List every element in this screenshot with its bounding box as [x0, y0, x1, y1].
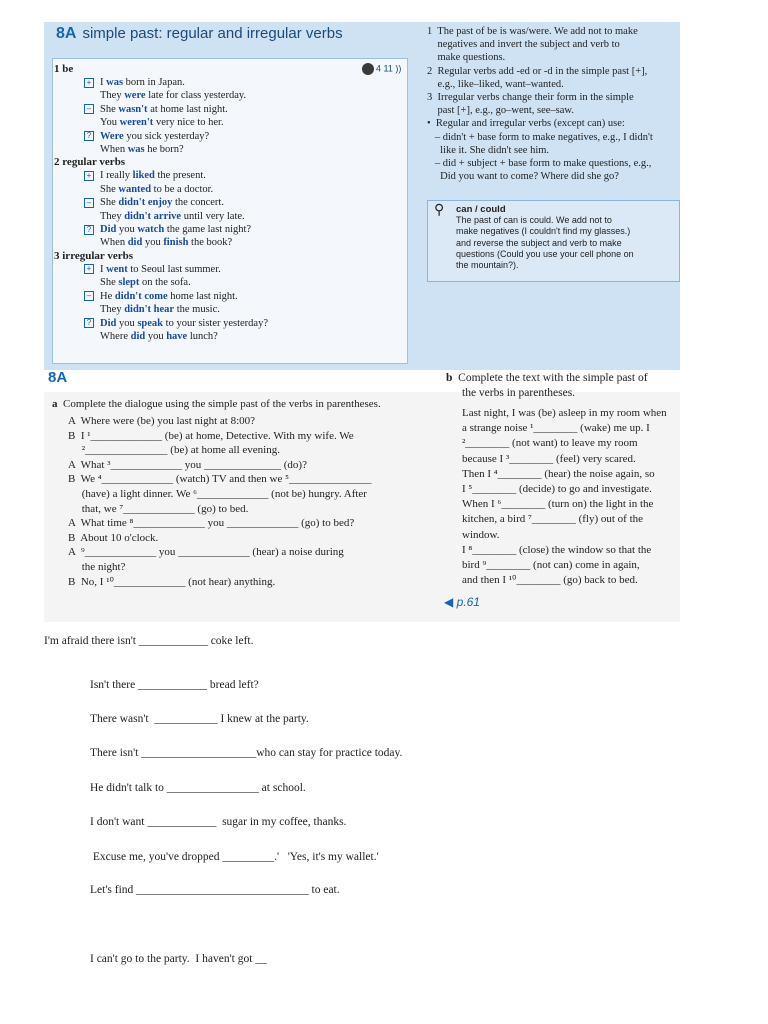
verb-form: didn't come: [114, 290, 168, 302]
can-could-line: the mountain?).: [456, 260, 519, 271]
text-line: Last night, I was (be) asleep in my room when: [462, 407, 667, 419]
dialogue-line: B About 10 o'clock.: [68, 531, 159, 544]
dialogue-line: ²_______________ (be) at home all evening.: [68, 444, 280, 457]
section-number: 1: [54, 63, 63, 75]
verb-form: Did: [100, 224, 117, 236]
verb-form: finish: [163, 237, 189, 249]
sentence-text: the present.: [154, 170, 206, 182]
positive-icon: +: [84, 264, 94, 274]
example-sentence: [62, 330, 402, 343]
section-name: irregular verbs: [62, 249, 134, 262]
question-icon: ?: [84, 131, 94, 141]
example-sentence: [62, 236, 402, 249]
worksheet-sentence: Isn't there ____________ bread left?: [90, 679, 259, 691]
example-sentence: [62, 196, 402, 209]
can-could-line: and reverse the subject and verb to make: [456, 237, 622, 248]
worksheet-sentence: Let's find ______________________________ to eat.: [90, 884, 340, 896]
grammar-note-line: 1 The past of be is was/were. We add not to make: [427, 26, 638, 37]
sentence-text: you: [116, 224, 138, 236]
sentence-text: I really: [100, 170, 133, 182]
grammar-note-line: 2 Regular verbs add -ed or -d in the simple past [+],: [427, 65, 648, 77]
verb-form: wanted: [118, 183, 152, 195]
grammar-title: 8A simple past: regular and irregular verbs: [56, 25, 343, 42]
verb-form: liked: [132, 170, 155, 182]
sentence-text: You: [100, 117, 120, 129]
question-icon: ?: [84, 318, 94, 328]
sentence-text: you: [116, 317, 138, 329]
example-sentence: [62, 183, 402, 196]
example-sentence: [62, 130, 402, 143]
dialogue-line: A What ³_____________ you ______________ (do)?: [68, 458, 307, 471]
question-icon: ?: [84, 225, 94, 235]
can-could-line: make negatives (I couldn't find my glasses.): [456, 226, 631, 237]
sentence-text: to Seoul last summer.: [127, 263, 221, 275]
sentence-text: They: [100, 304, 125, 316]
text-line: a strange noise ¹________ (wake) me up. I: [462, 422, 650, 435]
sentence-text: She: [100, 277, 119, 289]
exercise-b-text: [462, 406, 667, 588]
verb-form: did: [127, 237, 143, 249]
verb-form: weren't: [119, 117, 154, 129]
worksheet-sentence: He didn't talk to ________________ at school.: [90, 782, 306, 794]
grammar-note-line: negatives and invert the subject and verb to: [427, 39, 620, 51]
can-could-line: questions (Could you use your cell phone on: [456, 248, 634, 259]
text-line: and then I ¹⁰________ (go) back to bed.: [462, 574, 638, 587]
can-could-box: [427, 200, 680, 282]
sentence-text: you: [145, 330, 167, 342]
grammar-note-line: like it. She didn't see him.: [427, 144, 550, 156]
exercise-b-header: b Complete the text with the simple past of the verbs in parentheses.: [446, 372, 648, 399]
dialogue-line: A Where were (be) you last night at 8:00?: [68, 415, 256, 427]
sentence-text: I: [100, 77, 107, 88]
text-line: I ⁵________ (decide) to go and investigate.: [462, 483, 652, 496]
sentence-text: They: [100, 90, 125, 102]
grammar-note-line: – didn't + base form to make negatives, e.g., I didn't: [427, 131, 653, 143]
grammar-note-line: e.g., like–liked, want–wanted.: [427, 78, 564, 90]
grammar-note-line: 3 Irregular verbs change their form in the simple: [427, 92, 634, 104]
verb-form: didn't arrive: [124, 210, 182, 222]
sentence-text: I: [100, 263, 107, 275]
grammar-examples: [54, 63, 402, 343]
example-sentence: [62, 169, 402, 182]
example-sentence: [62, 276, 402, 289]
grammar-section-heading: [54, 63, 402, 76]
negative-icon: –: [84, 291, 94, 301]
sentence-text: the book?: [188, 237, 233, 249]
text-line: When I ⁶________ (turn on) the light in the: [462, 498, 654, 511]
example-sentence: [62, 103, 402, 116]
section-number: 3: [54, 249, 63, 262]
sentence-text: She: [100, 197, 119, 209]
text-line: Then I ⁴________ (hear) the noise again, so: [462, 467, 655, 480]
worksheet-sentence: I'm afraid there isn't ____________ coke left.: [44, 635, 254, 647]
sentence-text: the music.: [174, 304, 220, 316]
dialogue-line: B No, I ¹⁰_____________ (not hear) anything.: [68, 575, 276, 588]
dialogue-line: the night?: [68, 560, 126, 573]
text-line: because I ³________ (feel) very scared.: [462, 452, 636, 465]
grammar-section-heading: [54, 156, 402, 169]
example-sentence: [62, 263, 402, 276]
worksheet-sentence: I don't want ____________ sugar in my coffee, thanks.: [90, 816, 347, 828]
text-line: ²________ (not want) to leave my room: [462, 437, 638, 450]
verb-form: Did: [100, 317, 117, 329]
dialogue-line: A ⁹_____________ you _____________ (hear) a noise during: [68, 546, 344, 559]
sentence-text: very nice to her.: [153, 117, 224, 129]
sentence-text: the game last night?: [164, 224, 252, 236]
sentence-text: She: [100, 183, 119, 195]
sentence-text: born in Japan.: [123, 77, 185, 88]
worksheet-sentence: There isn't ____________________who can stay for practice today.: [90, 747, 403, 759]
sentence-text: late for class yesterday.: [145, 90, 247, 102]
negative-icon: –: [84, 104, 94, 114]
verb-form: wasn't: [118, 103, 148, 115]
exercise-a-dialogue: [68, 414, 371, 589]
negative-icon: –: [84, 198, 94, 208]
verb-form: have: [166, 330, 188, 342]
dialogue-line: A What time ⁸_____________ you _____________ (go) to bed?: [68, 517, 355, 530]
text-line: kitchen, a bird ⁷________ (fly) out of the: [462, 513, 644, 526]
example-sentence: [62, 317, 402, 330]
sentence-text: home last night.: [167, 290, 238, 302]
worksheet-sentence: Excuse me, you've dropped _________.' 'Yes, it's my wallet.': [90, 851, 379, 863]
grammar-note-line: make questions.: [427, 52, 506, 64]
sentence-text: he born?: [144, 144, 184, 156]
example-sentence: [62, 89, 402, 102]
page-reference-link[interactable]: ◀ p.61: [444, 595, 480, 609]
magnifier-icon: ⚲: [434, 201, 445, 217]
sentence-text: at home last night.: [147, 103, 228, 115]
grammar-note-line: – did + subject + base form to make questions, e.g.,: [427, 158, 652, 170]
verb-form: was: [106, 77, 124, 88]
audio-track[interactable]: 4 11 )): [362, 63, 401, 75]
verb-form: didn't enjoy: [118, 197, 173, 209]
section-number: 2: [54, 156, 63, 169]
verb-form: didn't hear: [124, 304, 175, 316]
sentence-text: until very late.: [181, 210, 245, 222]
sentence-text: to your sister yesterday?: [163, 317, 269, 329]
example-sentence: [62, 210, 402, 223]
sentence-text: lunch?: [187, 330, 218, 342]
dialogue-line: B I ¹_____________ (be) at home, Detective. With my wife. We: [68, 429, 354, 442]
grammar-note-line: past [+], e.g., go–went, see–saw.: [427, 105, 574, 117]
grammar-note-line: • Regular and irregular verbs (except can) use:: [427, 118, 625, 130]
sentence-text: When: [100, 237, 128, 249]
verb-form: speak: [137, 317, 164, 329]
sentence-text: on the sofa.: [139, 277, 191, 289]
sentence-text: They: [100, 210, 125, 222]
exercise-a-header: a Complete the dialogue using the simple past of the verbs in parentheses.: [52, 398, 381, 410]
sentence-text: the concert.: [172, 197, 224, 209]
worksheet-sentence: I can't go to the party. I haven't got __: [90, 953, 267, 965]
example-sentence: [62, 116, 402, 129]
grammar-section-heading: [54, 250, 402, 263]
sentence-text: to be a doctor.: [151, 183, 214, 195]
dialogue-line: B We ⁴_____________ (watch) TV and then we ⁵_______________: [68, 473, 372, 486]
example-sentence: [62, 223, 402, 236]
dialogue-line: (have) a light dinner. We ⁶_____________ (not be) hungry. After: [68, 487, 367, 500]
can-could-line: The past of can is could. We add not to: [456, 215, 612, 226]
verb-form: went: [106, 263, 128, 275]
verb-form: watch: [137, 224, 165, 236]
verb-form: did: [130, 330, 146, 342]
sentence-text: When: [100, 144, 128, 156]
grammar-note-line: Did you want to come? Where did she go?: [427, 171, 619, 183]
verb-form: was: [127, 144, 145, 156]
sentence-text: Where: [100, 330, 131, 342]
example-sentence: [62, 290, 402, 303]
dialogue-line: that, we ⁷_____________ (go) to bed.: [68, 502, 249, 515]
positive-icon: +: [84, 78, 94, 88]
text-line: I ⁸________ (close) the window so that the: [462, 543, 652, 556]
sentence-text: you: [142, 237, 164, 249]
grammar-notes: [427, 25, 687, 183]
verb-form: slept: [118, 277, 140, 289]
text-line: window.: [462, 528, 500, 541]
text-line: bird ⁹________ (not can) come in again,: [462, 559, 640, 572]
verb-form: Were: [100, 130, 124, 142]
can-could-title: can / could: [456, 204, 506, 215]
example-sentence: [62, 76, 402, 89]
example-sentence: [62, 143, 402, 156]
exercise-unit: 8A: [48, 369, 68, 386]
verb-form: were: [124, 90, 146, 102]
positive-icon: +: [84, 171, 94, 181]
section-name: be: [62, 63, 74, 75]
can-could-text: [456, 215, 673, 271]
sentence-text: you sick yesterday?: [123, 130, 210, 142]
sentence-text: He: [100, 290, 115, 302]
sentence-text: She: [100, 103, 119, 115]
worksheet-sentence: There wasn't ___________ I knew at the party.: [90, 713, 309, 725]
example-sentence: [62, 303, 402, 316]
section-name: regular verbs: [62, 156, 126, 169]
